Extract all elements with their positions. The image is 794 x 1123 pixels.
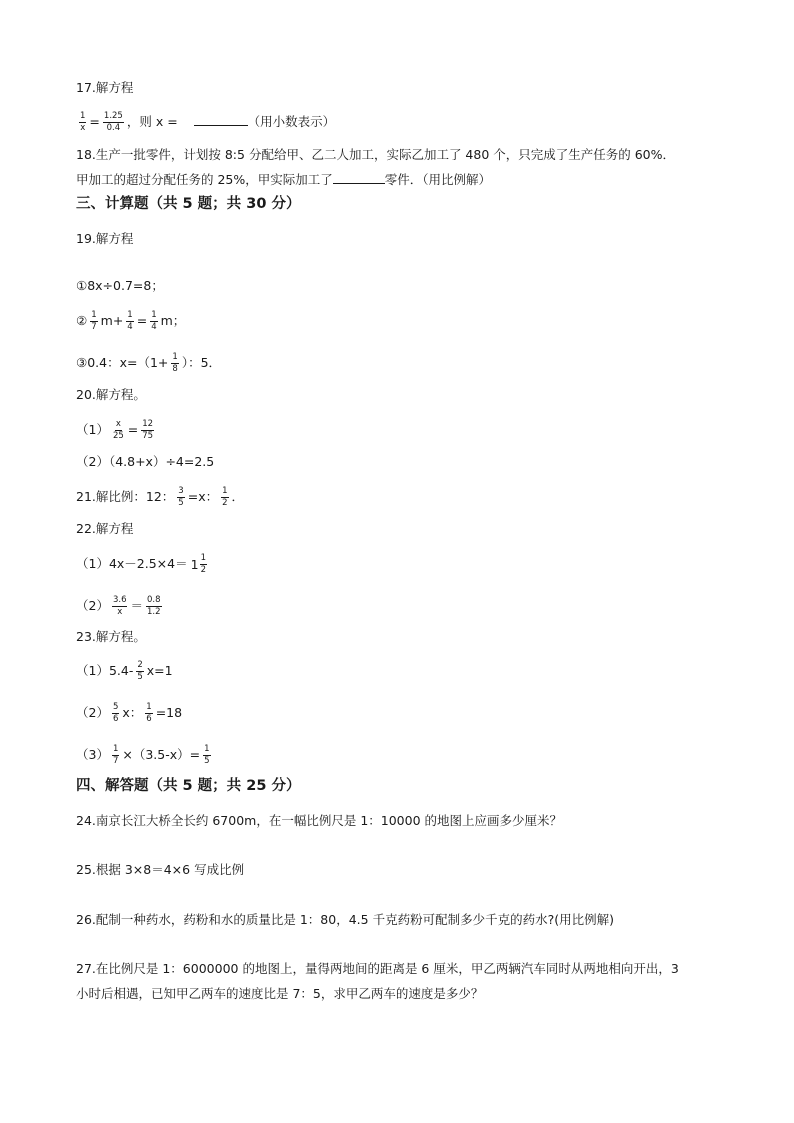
fraction: $\frac{5}{6}$	[112, 702, 119, 724]
fraction: $\frac{1}{8}$	[172, 352, 178, 374]
fraction: $\frac{12}{75}$	[142, 419, 154, 441]
fraction: $\frac{1}{2}$	[200, 553, 206, 575]
q22-title: 22.解方程	[76, 521, 134, 536]
fraction: $\frac{3.6}{x}$	[112, 595, 127, 617]
q18-line1: 18.生产一批零件，计划按 8:5 分配给甲、乙二人加工，实际乙加工了 480 个，只完成了生产任务的 60%．	[76, 147, 676, 162]
q19-part3: ③0.4：x=（1+ $\frac{1}{8}$ ）：5．	[76, 352, 222, 374]
q24-text: 24.南京长江大桥全长约 6700m，在一幅比例尺是 1：10000 的地图上应画多少厘米？	[76, 813, 563, 828]
q23-part1: （1）5.4- $\frac{2}{5}$ x=1	[76, 660, 173, 682]
q23-part2: （2） $\frac{5}{6}$ x： $\frac{1}{6}$ =18	[76, 702, 183, 724]
fraction: $\frac{1}{5}$	[204, 744, 210, 766]
q22-part1: （1）4x－2.5×4＝ 1 $\frac{1}{2}$	[76, 554, 210, 575]
q26-text: 26.配制一种药水，药粉和水的质量比是 1：80，4.5 千克药粉可配制多少千克的药水?(用比例解)	[76, 912, 614, 927]
q23-part3: （3） $\frac{1}{7}$ ×（3.5-x）= $\frac{1}{5}$	[76, 744, 210, 766]
fraction: $\frac{1}{6}$	[146, 702, 152, 724]
section-4-heading: 四、解答题（共 5 题；共 25 分）	[76, 778, 301, 794]
q22-part2: （2） $\frac{3.6}{x}$ ＝ $\frac{0.8}{1.2}$	[76, 595, 161, 617]
q18-line2: 甲加工的超过分配任务的 25%，甲实际加工了 零件．（用比例解）	[76, 172, 492, 187]
q27-line1: 27.在比例尺是 1：6000000 的地图上，量得两地间的距离是 6 厘米，甲乙两辆汽车同时从两地相向开出，3	[76, 961, 679, 976]
q17-equation: $\frac{1}{x}$ = $\frac{1.25}{0.4}$ ，则 x = （用小数表示）	[80, 111, 336, 133]
q19-part1: ①8x÷0.7=8；	[76, 278, 164, 293]
fraction: $\frac{1}{7}$	[112, 744, 119, 766]
q23-title: 23.解方程。	[76, 629, 146, 644]
section-3-heading: 三、计算题（共 5 题；共 30 分）	[76, 196, 301, 212]
fraction: $\frac{1}{7}$	[91, 310, 97, 332]
q25-text: 25.根据 3×8＝4×6 写成比例	[76, 862, 245, 877]
q17-title: 17.解方程	[76, 80, 134, 95]
q20-part2: （2）（4.8+x）÷4=2.5	[76, 454, 215, 469]
q19-title: 19.解方程	[76, 231, 134, 246]
fraction: $\frac{1}{x}$	[80, 111, 86, 133]
fraction: $\frac{x}{25}$	[112, 419, 124, 441]
answer-blank[interactable]	[333, 171, 385, 184]
q20-title: 20.解方程。	[76, 387, 146, 402]
q19-part2: ② $\frac{1}{7}$ m+ $\frac{1}{4}$ = $\frac{1}{4}$ m；	[76, 310, 186, 332]
fraction: $\frac{3}{5}$	[178, 486, 184, 508]
q21-equation: 21.解比例：12： $\frac{3}{5}$ =x： $\frac{1}{2}$ ．	[76, 486, 245, 508]
mixed-number: 1 $\frac{1}{2}$	[190, 553, 206, 575]
answer-blank[interactable]	[194, 113, 248, 126]
q20-part1: （1） $\frac{x}{25}$ = $\frac{12}{75}$	[76, 419, 154, 441]
fraction: $\frac{1}{4}$	[151, 310, 157, 332]
fraction: $\frac{1}{4}$	[127, 310, 133, 332]
fraction: $\frac{2}{5}$	[137, 660, 143, 682]
q27-line2: 小时后相遇，已知甲乙两车的速度比是 7：5，求甲乙两车的速度是多少？	[76, 986, 484, 1001]
fraction: $\frac{1.25}{0.4}$	[103, 111, 123, 133]
fraction: $\frac{1}{2}$	[222, 486, 228, 508]
fraction: $\frac{0.8}{1.2}$	[147, 595, 161, 617]
